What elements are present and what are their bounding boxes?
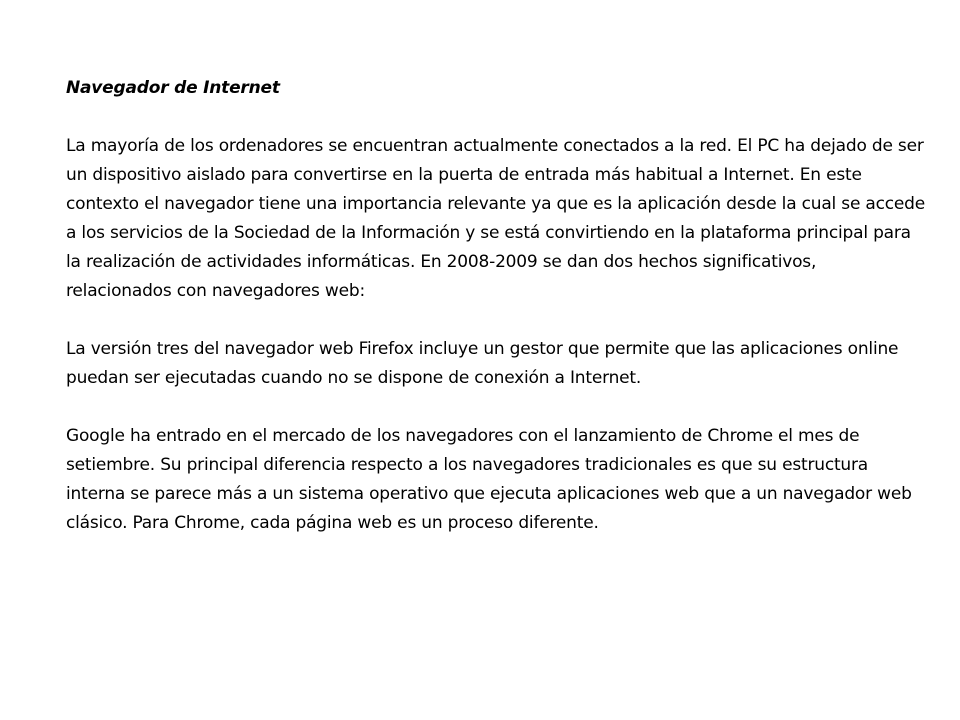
text-body [66,74,926,538]
paragraph-chrome: Google ha entrado en el mercado de los navegadores con el lanzamiento de Chrome el mes de setiembre. Su principal diferencia respecto a los navegadores tradicionales es que su estructura interna se parece más a un sistema operativo que ejecuta aplicaciones web que a un navegador web clásico. Para Chrome, cada página web es un proceso diferente. [66,426,912,533]
document-title: Navegador de Internet [66,78,280,98]
paragraph-firefox: La versión tres del navegador web Firefox incluye un gestor que permite que las aplicaciones online puedan ser ejecutadas cuando no se dispone de conexión a Internet. [66,339,899,388]
paragraph-intro: La mayoría de los ordenadores se encuentran actualmente conectados a la red. El PC ha dejado de ser un dispositivo aislado para convertirse en la puerta de entrada más habitual a Internet. En este contexto el navegador tiene una importancia relevante ya que es la aplicación desde la cual se accede a los servicios de la Sociedad de la Información y se está convirtiendo en la plataforma principal para la realización de actividades informáticas. En 2008-2009 se dan dos hechos significativos, relacionados con navegadores web: [66,136,926,301]
